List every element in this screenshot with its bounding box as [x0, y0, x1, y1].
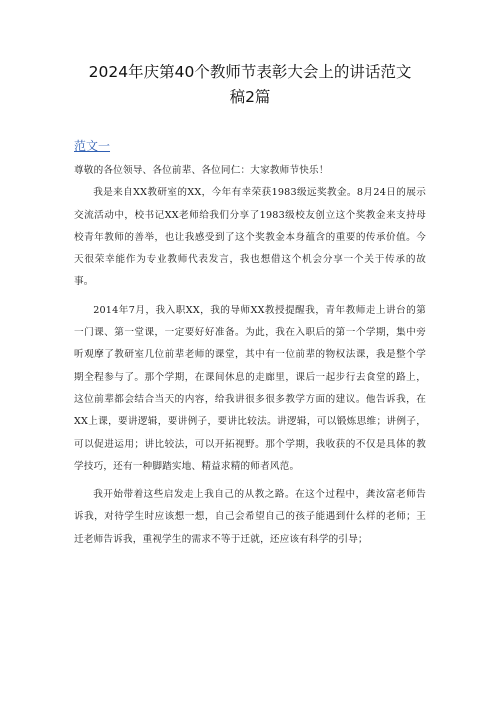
title-line-2: 稿2篇: [229, 88, 271, 106]
title-line-1: 2024年庆第40个教师节表彰大会上的讲话范文: [88, 63, 412, 81]
body-paragraph: 2014年7月，我入职XX，我的导师XX教授提醒我，青年教师走上讲台的第一门课、第一堂课，一定要好好准备。为此，我在入职后的第一个学期，集中旁听观摩了教研室几位前辈老师的课堂，其中有一位前辈的物权法课，我是整个学期全程参与了。那个学期，在课间休息的走廊里，课后一起步行去食堂的路上，这位前辈都会结合当天的内容，给我讲很多很多教学方面的建议。他告诉我，在XX上课，要讲逻辑，要讲例子，要讲比较法。讲逻辑，可以锻炼思维；讲例子，可以促进运用；讲比较法，可以开拓视野。那个学期，我收获的不仅是具体的教学技巧，还有一种脚踏实地、精益求精的师者风范。: [74, 304, 426, 472]
body-paragraph: 我是来自XX教研室的XX，今年有幸荣获1983级远奖教金。8月24日的展示交流活动中，校书记XX老师给我们分享了1983级校友创立这个奖教金来支持母校青年教师的善举，也让我感受到了这个奖教金本身蕴含的重要的传承价值。今天很荣幸能作为专业教师代表发言，我也想借这个机会分享一个关于传承的故事。: [74, 187, 426, 288]
body-paragraph: 我开始带着这些启发走上我自己的从教之路。在这个过程中，龚汝富老师告诉我，对待学生时应该想一想，自己会希望自己的孩子能遇到什么样的老师；王迁老师告诉我，重视学生的需求不等于迁就，还应该有科学的引导；: [74, 489, 426, 545]
section-link-fanwen-1[interactable]: 范文一: [74, 139, 111, 153]
document-title: [60, 60, 440, 110]
greeting-paragraph: 尊敬的各位领导、各位前辈、各位同仁：大家教师节快乐！: [74, 165, 329, 176]
document-body: [74, 160, 426, 551]
